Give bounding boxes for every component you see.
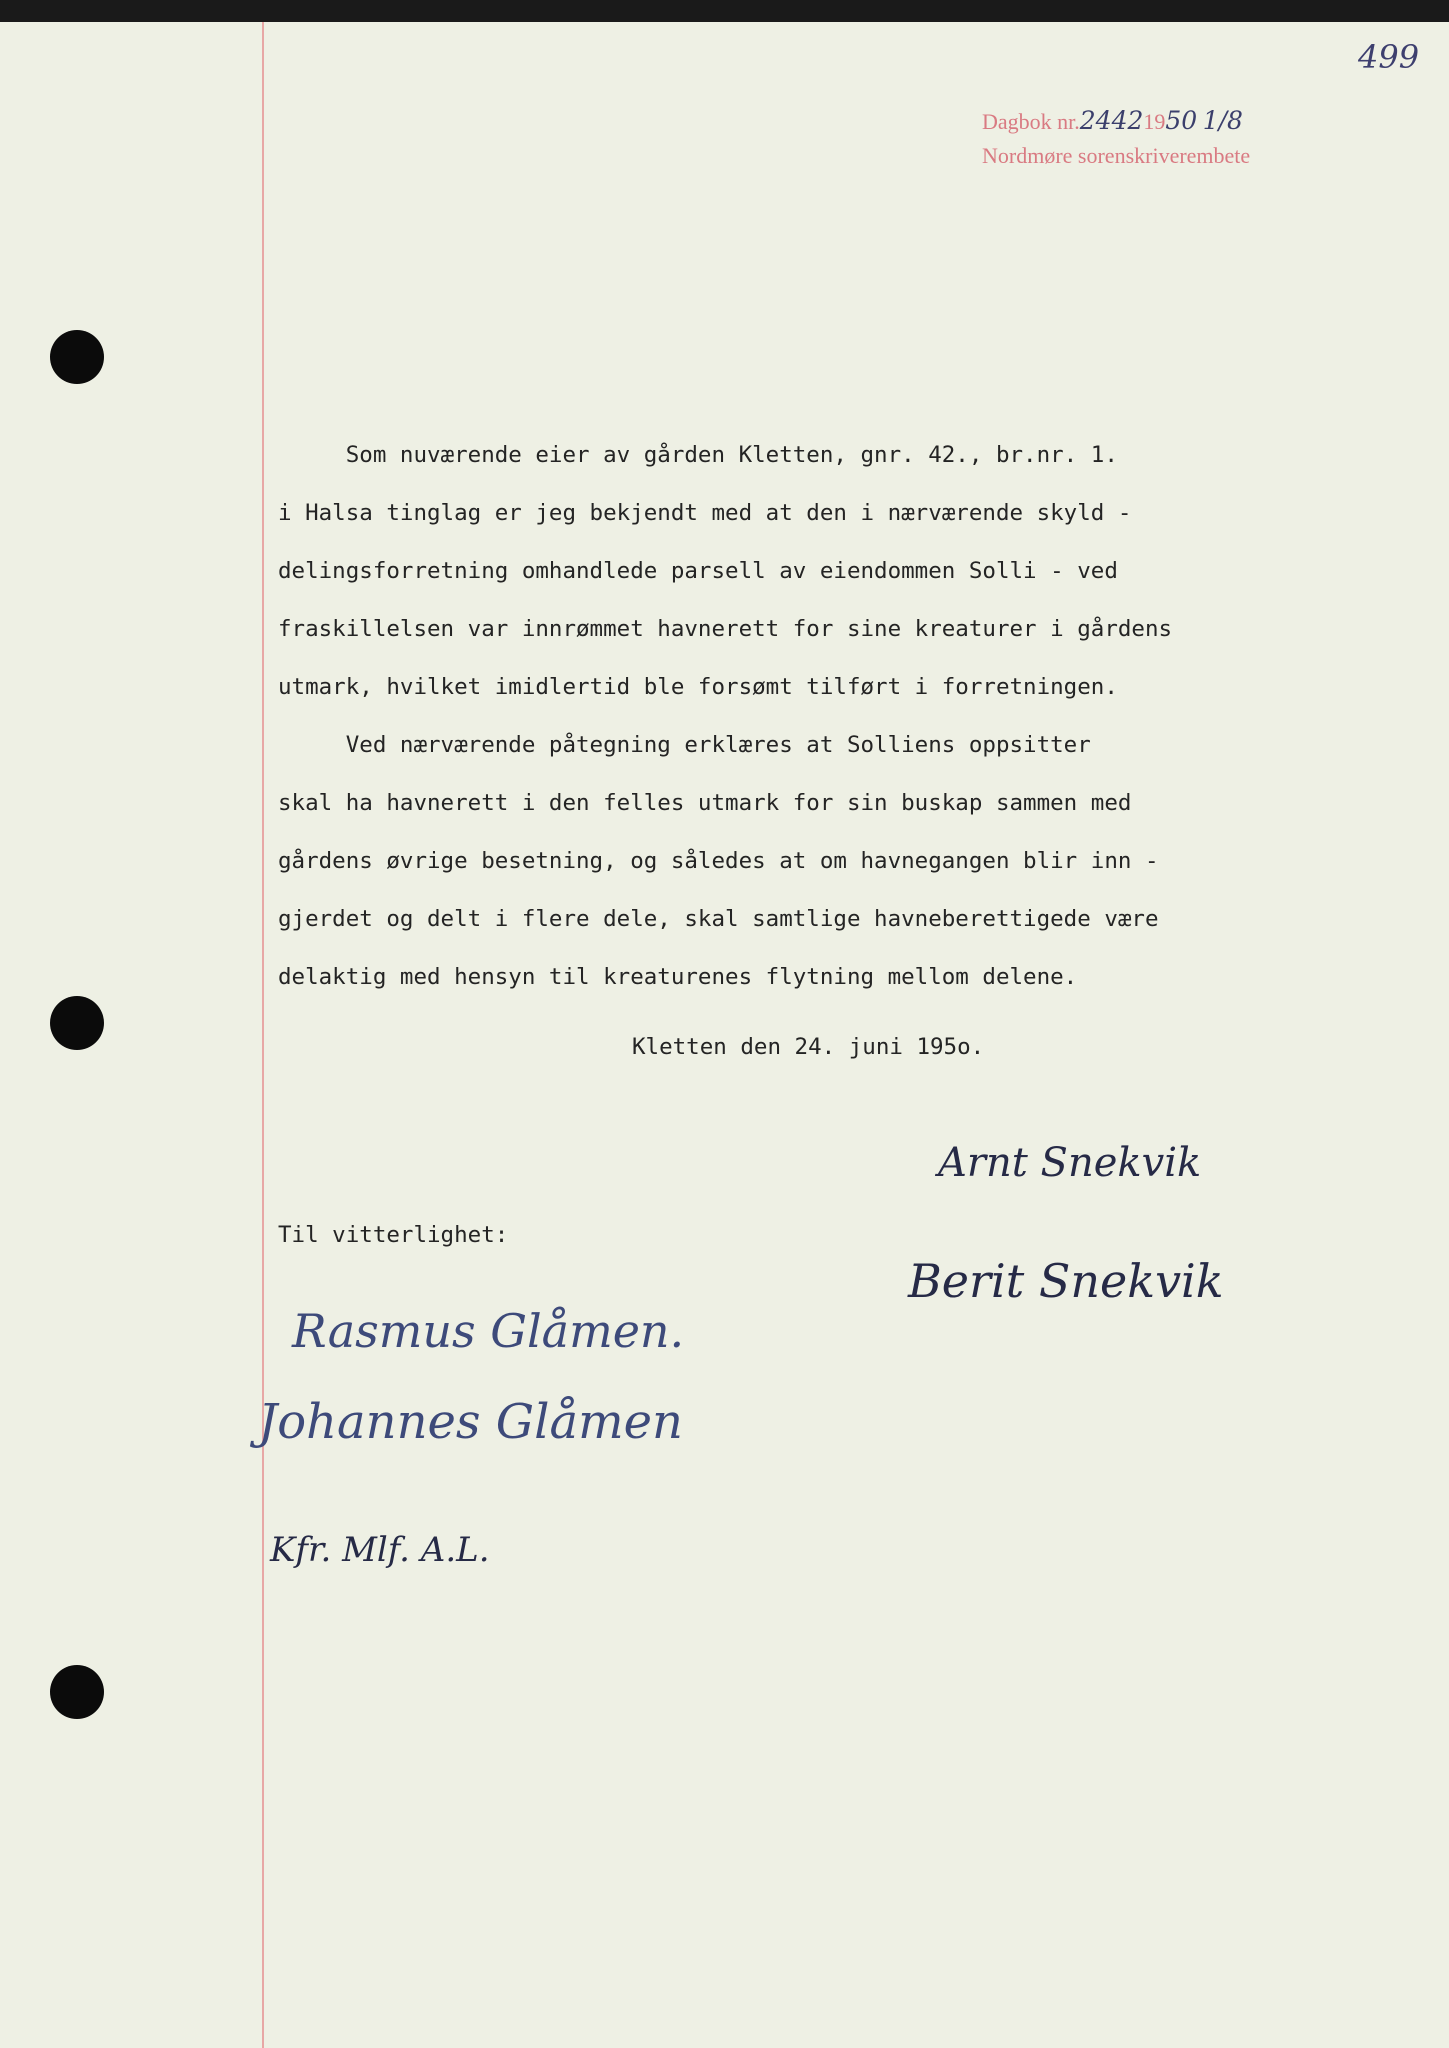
stamp-date: 1/8 [1202, 106, 1243, 135]
punch-hole-bottom [50, 1665, 104, 1719]
body-line: i Halsa tinglag er jeg bekjendt med at den i nærværende skyld - [278, 500, 1132, 526]
stamp-year: 50 [1165, 106, 1198, 135]
document-page [0, 22, 1449, 2048]
witness-label: Til vitterlighet: [278, 1222, 509, 1248]
stamp-journal-number: 2442 [1079, 106, 1144, 135]
signature-witness-2: Johannes Glåmen [258, 1394, 683, 1450]
punch-hole-middle [50, 996, 104, 1050]
body-line: fraskillelsen var innrømmet havnerett for sine kreaturer i gårdens [278, 616, 1173, 642]
body-line: Som nuværende eier av gården Kletten, gnr. 42., br.nr. 1. [278, 442, 1118, 468]
signature-owner-2: Berit Snekvik [908, 1254, 1224, 1308]
place-date: Kletten den 24. juni 195o. [632, 1034, 985, 1060]
body-line: utmark, hvilket imidlertid ble forsømt tilført i forretningen. [278, 674, 1118, 700]
stamp-year-prefix: 19 [1143, 109, 1166, 134]
body-line: gjerdet og delt i flere dele, skal samtlige havneberettigede være [278, 906, 1159, 932]
stamp-line-2: Nordmøre sorenskriverembete [982, 143, 1251, 168]
body-line: delingsforretning omhandlede parsell av eiendommen Solli - ved [278, 558, 1118, 584]
registry-stamp [982, 104, 1250, 173]
body-line: skal ha havnerett i den felles utmark for sin buskap sammen med [278, 790, 1132, 816]
stamp-line-1 [982, 104, 1250, 139]
signature-owner-1: Arnt Snekvik [938, 1140, 1202, 1186]
stamp-prefix: Dagbok nr. [982, 109, 1080, 134]
punch-hole-top [50, 330, 104, 384]
signature-witness-1: Rasmus Glåmen. [292, 1304, 685, 1358]
margin-rule [262, 22, 264, 2048]
body-line: delaktig med hensyn til kreaturenes flytning mellom delene. [278, 964, 1078, 990]
body-line: Ved nærværende påtegning erklæres at Solliens oppsitter [278, 732, 1091, 758]
body-line: gårdens øvrige besetning, og således at om havnegangen blir inn - [278, 848, 1159, 874]
initials-note: Kfr. Mlf. A.L. [270, 1530, 490, 1570]
page-number: 499 [1358, 38, 1420, 76]
